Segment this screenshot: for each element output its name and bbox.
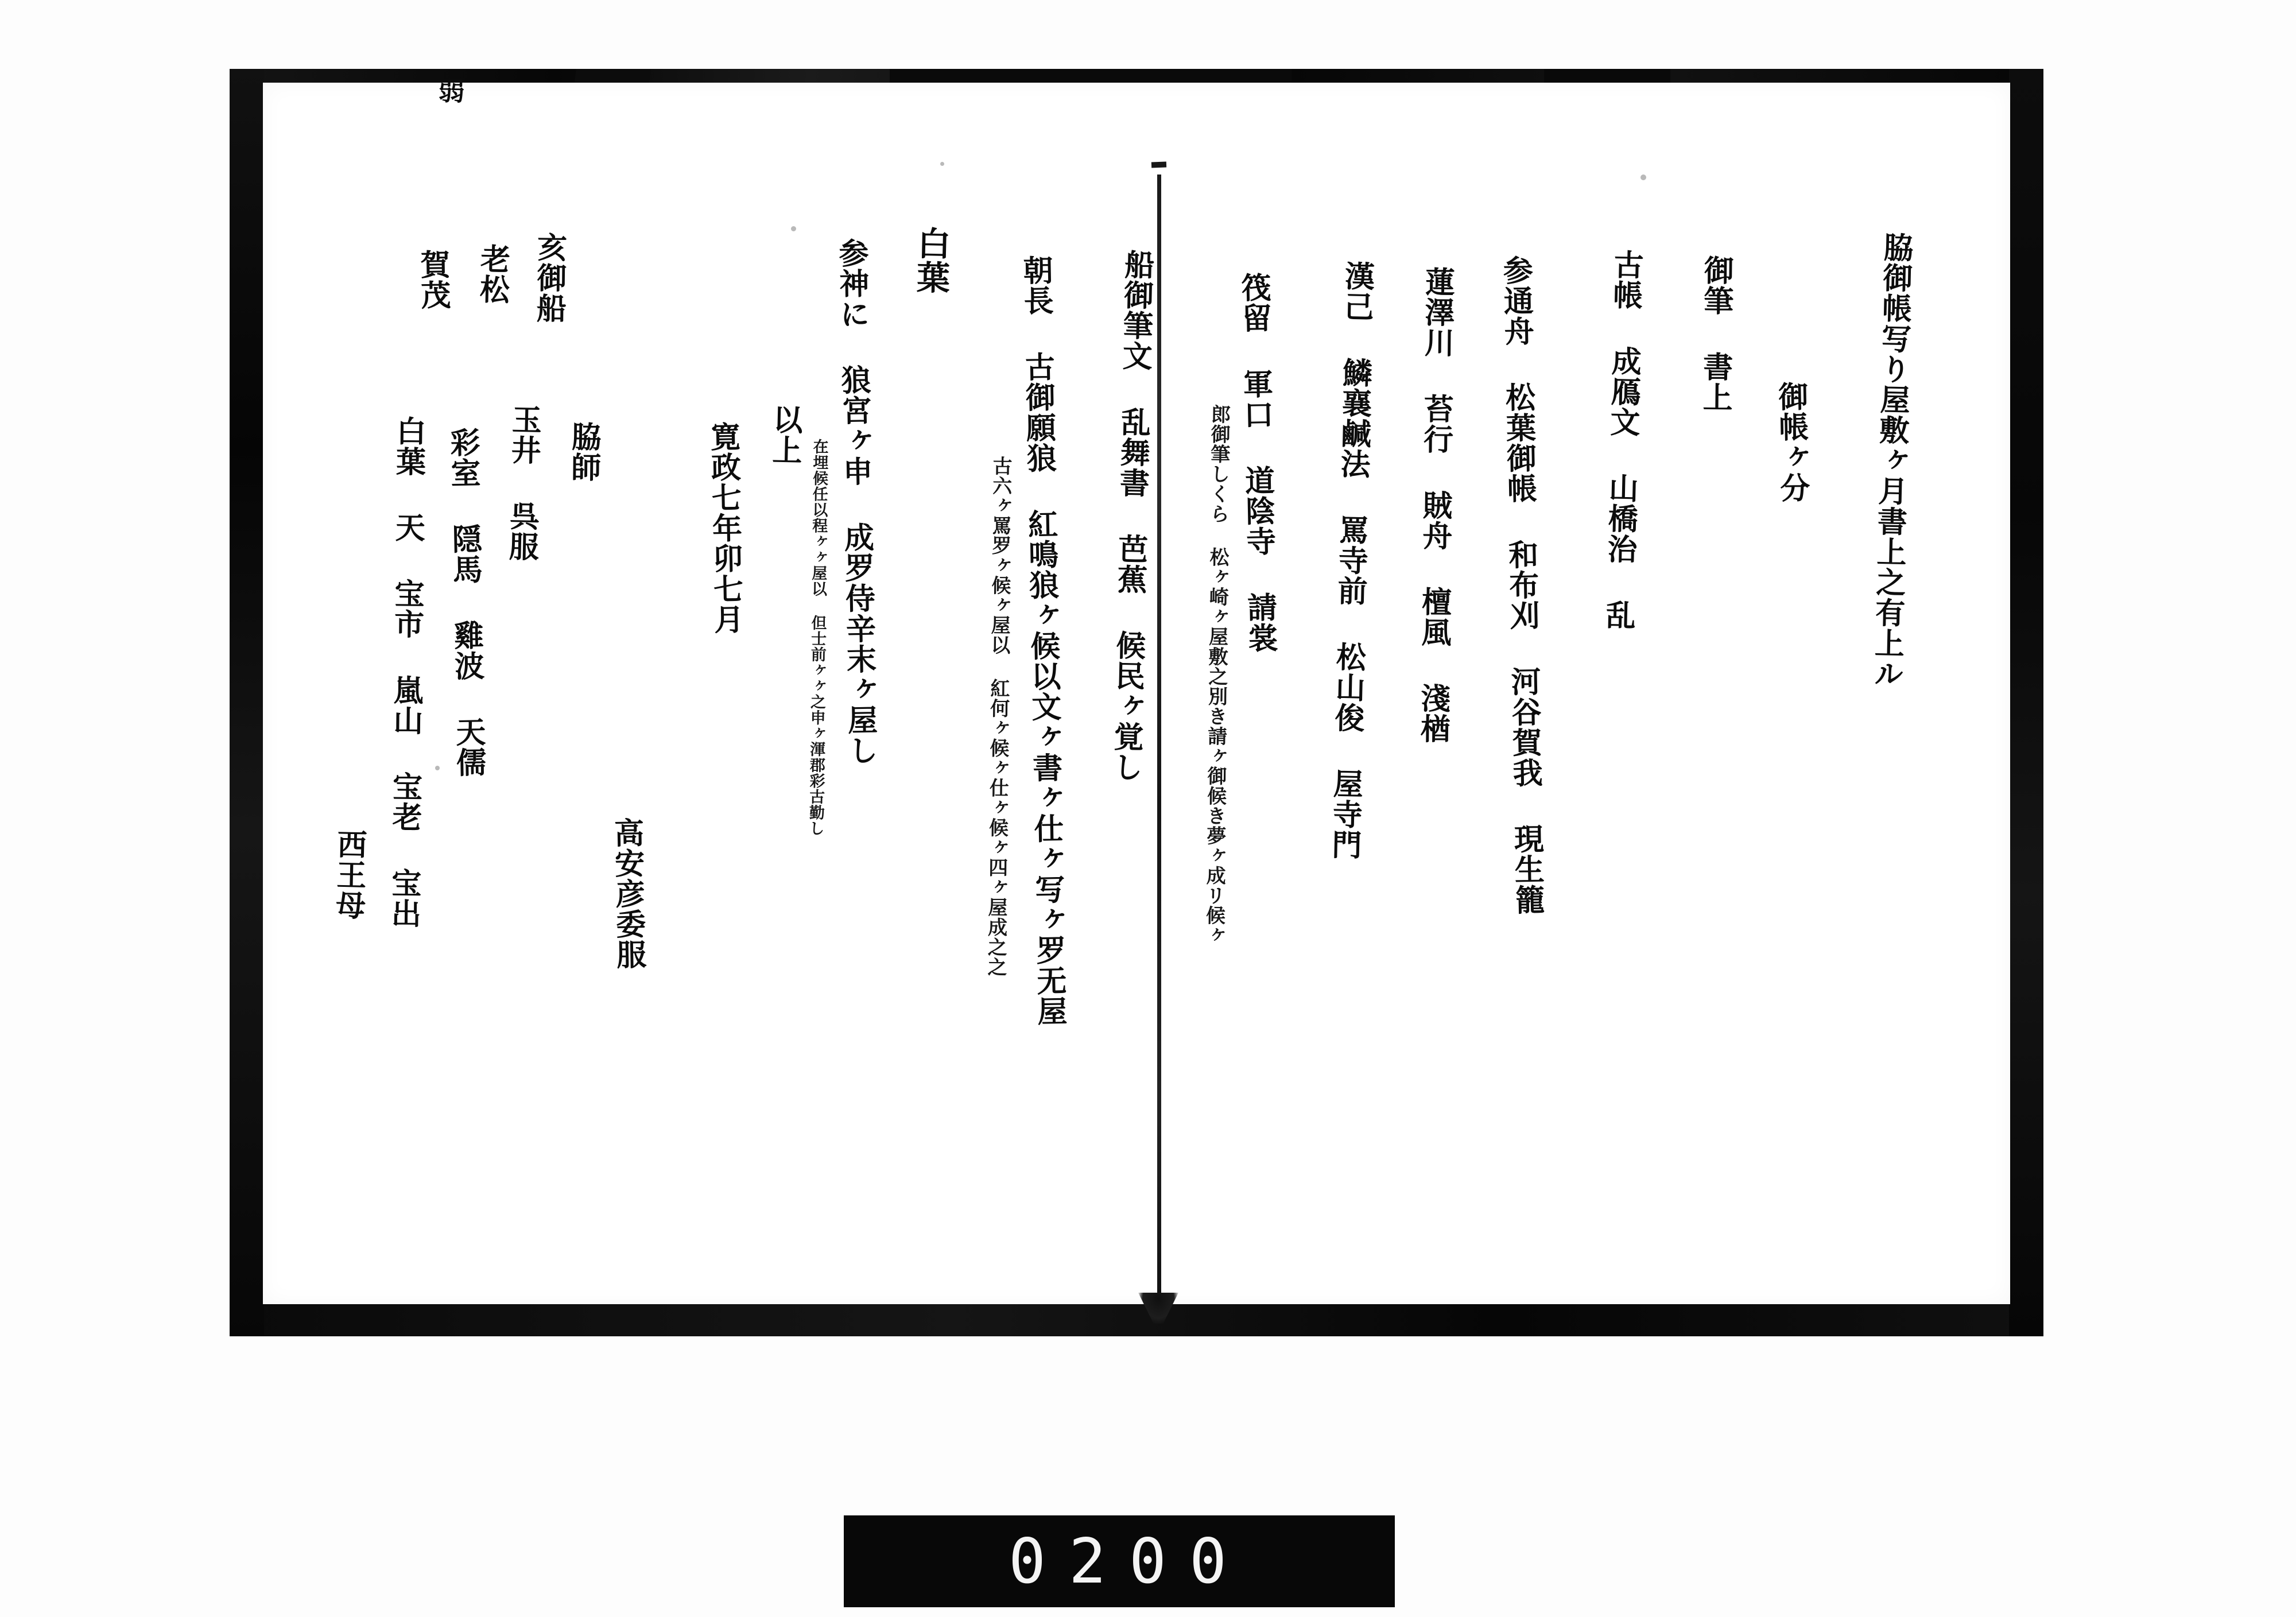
left-page-column: 彩室 隠馬 雞波 天儒	[444, 426, 487, 778]
right-page-heading: 脇御帳写り屋敷ヶ月書上之有上ル	[1868, 231, 1914, 689]
left-page-column: 玉井 呉服	[503, 404, 542, 562]
left-page-signature: 高安彦委服	[608, 817, 647, 970]
right-page-column: 船御筆文 乱舞書 芭蕉 候民ヶ覚し	[1107, 249, 1155, 783]
barcode-digit: 0	[1008, 1525, 1049, 1597]
center-annotation: 在埋候任以程ヶヶ屋以 但士前ヶヶ之申ヶ渾郡彩古勤し	[806, 438, 828, 836]
center-column-closing: 以上	[766, 404, 803, 466]
barcode-strip	[844, 1515, 1395, 1607]
right-page-column: 参通舟 松葉御帳 和布刈 河谷賀我 現生籠	[1497, 254, 1545, 916]
binding-thread-top-tick	[1151, 162, 1166, 168]
left-page-column: 西王母	[330, 828, 367, 921]
paper-field	[263, 76, 2010, 1304]
paper-speck	[940, 162, 944, 166]
left-page-column: 亥御船	[531, 231, 567, 324]
barcode-digit: 0	[1189, 1525, 1231, 1597]
left-page-section-label: 脇師	[565, 421, 602, 483]
center-column-date: 寛政七年卯七月	[704, 421, 744, 635]
barcode-digits	[844, 1515, 1395, 1607]
right-page-column: 蓮澤川 苔行 賊舟 檀風 淺楢	[1415, 266, 1455, 744]
plate-edge-right	[2009, 69, 2043, 1336]
barcode-digit: 2	[1068, 1525, 1110, 1597]
center-column: 参神に 狼宮ヶ申 成罗侍辛末ヶ屋し	[833, 237, 879, 766]
right-page-column: 朝長 古御願狼 紅鳴狼ヶ候以文ヶ書ヶ仕ヶ写ヶ罗无屋	[1017, 254, 1068, 1027]
plate-edge-left	[230, 69, 264, 1336]
right-page-column: 御帳ヶ分	[1773, 381, 1810, 503]
paper-speck	[1640, 175, 1646, 180]
book-opening	[230, 69, 2043, 1337]
right-page-column: 漢己 鱗襄鹹法 罵寺前 松山俊 屋寺門	[1326, 260, 1375, 860]
plate-edge-bottom	[230, 1303, 2043, 1336]
right-page-column: 古帳 成鴈文 山橋治 乱	[1600, 249, 1644, 631]
right-page-column: 筏留 軍口 道陰寺 請裳	[1235, 272, 1278, 654]
left-page-column: 白葉 天 宝市 嵐山 宝老 宝出	[386, 415, 426, 929]
center-column: 白葉	[910, 226, 952, 295]
right-page-column: 御筆 書上	[1697, 254, 1734, 413]
barcode-digit: 0	[1129, 1525, 1170, 1597]
right-page-annotation: 古六ヶ罵罗ヶ候ヶ屋以 紅何ヶ候ヶ仕ヶ候ヶ四ヶ屋成之之	[983, 455, 1013, 977]
left-page-column: 賀茂	[414, 249, 451, 311]
binding-thread	[1157, 175, 1161, 1323]
left-page-column: 老松	[474, 243, 511, 305]
right-page-annotation: 郎御筆しくら 松ヶ崎ヶ屋敷之別き請ヶ御候き夢ヶ成リ候ヶ	[1201, 404, 1231, 945]
paper-speck	[791, 226, 796, 231]
top-margin-glyph: 弱	[434, 76, 466, 104]
paper-speck	[435, 766, 440, 770]
